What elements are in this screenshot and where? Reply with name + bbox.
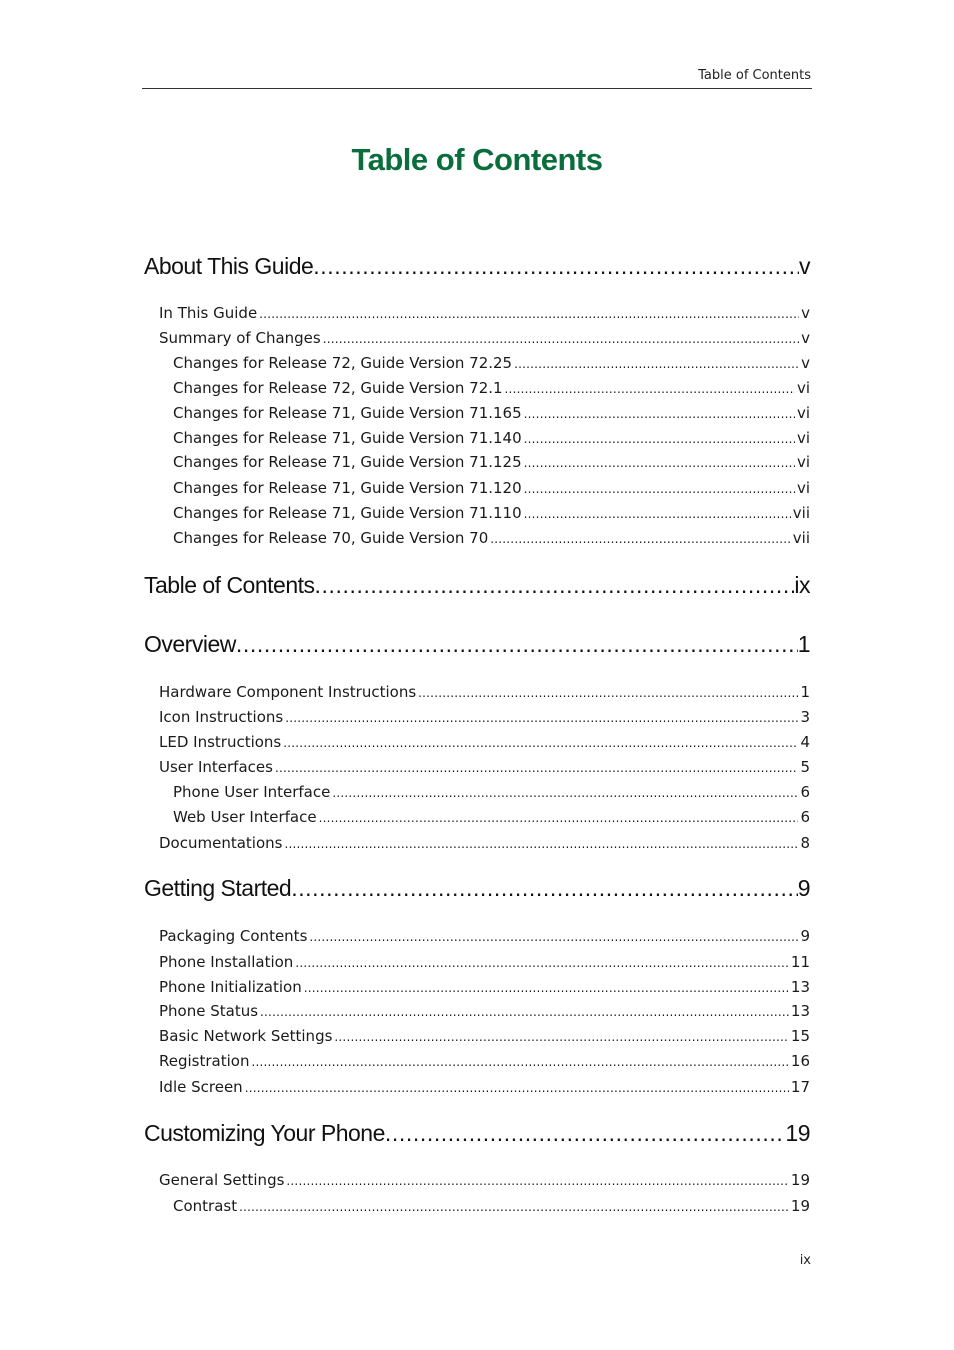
dot-leader (260, 1005, 789, 1019)
toc-section-entry[interactable] (159, 708, 810, 726)
toc-entry-label: Web User Interface (173, 808, 317, 826)
toc-entry-label: Overview (144, 631, 236, 657)
dot-leader (304, 981, 789, 995)
toc-entry-label: Changes for Release 71, Guide Version 71.125 (173, 453, 522, 471)
toc-section-entry[interactable] (159, 1002, 810, 1020)
dot-leader (334, 1030, 789, 1044)
toc-subsection-entry[interactable] (173, 529, 810, 547)
toc-subsection-entry[interactable] (173, 783, 810, 801)
toc-entry-page: 19 (790, 1171, 810, 1189)
toc-entry-label: Summary of Changes (159, 329, 321, 347)
dot-leader (259, 307, 799, 321)
toc-entry-label: Changes for Release 72, Guide Version 72.25 (173, 354, 513, 372)
header-rule (142, 88, 812, 89)
toc-entry-page: 19 (790, 1197, 810, 1215)
dot-leader (245, 1081, 789, 1095)
toc-entry-page: 6 (800, 808, 810, 826)
toc-subsection-entry[interactable] (173, 404, 810, 422)
toc-entry-page: 4 (800, 733, 810, 751)
toc-entry-label: Phone Installation (159, 953, 294, 971)
toc-section-entry[interactable] (159, 758, 810, 776)
toc-section-entry[interactable] (159, 978, 810, 996)
dot-leader (524, 407, 795, 421)
toc-subsection-entry[interactable] (173, 379, 810, 397)
toc-entry-page: vi (796, 453, 810, 471)
toc-section-entry[interactable] (159, 1171, 810, 1189)
toc-entry-page: 13 (790, 978, 810, 996)
toc-chapter-entry[interactable] (144, 875, 810, 902)
toc-section-entry[interactable] (159, 834, 810, 852)
dot-leader (524, 456, 795, 470)
toc-entry-page: 3 (800, 708, 810, 726)
toc-entry-page: vii (792, 529, 810, 547)
toc-entry-label: Documentations (159, 834, 283, 852)
toc-entry-page: 1 (797, 631, 810, 657)
dot-leader (505, 382, 795, 396)
toc-entry-label: Registration (159, 1052, 250, 1070)
toc-entry-page: v (801, 354, 810, 372)
toc-subsection-entry[interactable] (173, 354, 810, 372)
toc-section-entry[interactable] (159, 1052, 810, 1070)
dot-leader (524, 482, 795, 496)
dot-leader (309, 930, 798, 944)
toc-subsection-entry[interactable] (173, 429, 810, 447)
toc-entry-page: 11 (790, 953, 810, 971)
dot-leader (385, 1120, 786, 1147)
toc-entry-label: Changes for Release 71, Guide Version 71.165 (173, 404, 522, 422)
dot-leader (315, 572, 795, 599)
dot-leader (251, 1055, 788, 1069)
toc-entry-label: Changes for Release 71, Guide Version 71.120 (173, 479, 522, 497)
toc-entry-label: Phone User Interface (173, 783, 331, 801)
toc-entry-label: User Interfaces (159, 758, 273, 776)
toc-entry-label: Changes for Release 71, Guide Version 71.110 (173, 504, 522, 522)
dot-leader (524, 432, 795, 446)
toc-entry-page: 9 (797, 875, 810, 901)
toc-entry-label: Packaging Contents (159, 927, 308, 945)
toc-chapter-entry[interactable] (144, 253, 810, 280)
toc-chapter-entry[interactable] (144, 572, 810, 599)
toc-entry-page: 17 (790, 1078, 810, 1096)
toc-subsection-entry[interactable] (173, 453, 810, 471)
toc-entry-page: 15 (790, 1027, 810, 1045)
toc-entry-page: 5 (800, 758, 810, 776)
toc-entry-page: v (799, 253, 810, 279)
toc-section-entry[interactable] (159, 953, 810, 971)
toc-entry-label: Customizing Your Phone (144, 1120, 385, 1146)
toc-entry-label: Contrast (173, 1197, 238, 1215)
dot-leader (524, 507, 791, 521)
dot-leader (286, 1174, 789, 1188)
toc-entry-label: General Settings (159, 1171, 285, 1189)
dot-leader (285, 711, 798, 725)
dot-leader (284, 837, 798, 851)
toc-entry-page: 8 (800, 834, 810, 852)
toc-entry-page: 19 (785, 1120, 810, 1146)
running-header: Table of Contents (698, 68, 811, 83)
toc-entry-page: vii (792, 504, 810, 522)
toc-entry-label: Changes for Release 71, Guide Version 71.140 (173, 429, 522, 447)
page-number: ix (799, 1253, 811, 1268)
toc-subsection-entry[interactable] (173, 479, 810, 497)
toc-entry-page: vi (796, 379, 810, 397)
toc-entry-label: Icon Instructions (159, 708, 284, 726)
dot-leader (295, 956, 789, 970)
toc-section-entry[interactable] (159, 1027, 810, 1045)
dot-leader (283, 736, 798, 750)
toc-section-entry[interactable] (159, 927, 810, 945)
toc-entry-page: v (801, 329, 810, 347)
toc-entry-page: vi (796, 404, 810, 422)
dot-leader (514, 357, 799, 371)
toc-section-entry[interactable] (159, 329, 810, 347)
toc-entry-label: Phone Initialization (159, 978, 302, 996)
toc-entry-label: Hardware Component Instructions (159, 683, 417, 701)
dot-leader (323, 332, 799, 346)
toc-subsection-entry[interactable] (173, 808, 810, 826)
dot-leader (313, 253, 799, 280)
toc-entry-label: Idle Screen (159, 1078, 243, 1096)
toc-entry-page: 1 (800, 683, 810, 701)
toc-subsection-entry[interactable] (173, 1197, 810, 1215)
dot-leader (332, 786, 798, 800)
toc-subsection-entry[interactable] (173, 504, 810, 522)
dot-leader (275, 761, 799, 775)
toc-chapter-entry[interactable] (144, 631, 810, 658)
toc-entry-label: In This Guide (159, 304, 258, 322)
toc-entry-label: Changes for Release 72, Guide Version 72.1 (173, 379, 503, 397)
toc-entry-page: 9 (800, 927, 810, 945)
toc-entry-page: 13 (790, 1002, 810, 1020)
dot-leader (490, 532, 791, 546)
toc-section-entry[interactable] (159, 733, 810, 751)
toc-entry-label: Changes for Release 70, Guide Version 70 (173, 529, 489, 547)
toc-entry-page: 16 (790, 1052, 810, 1070)
dot-leader (291, 875, 798, 902)
toc-section-entry[interactable] (159, 304, 810, 322)
toc-entry-label: About This Guide (144, 253, 314, 279)
dot-leader (236, 631, 798, 658)
toc-entry-page: vi (796, 479, 810, 497)
toc-entry-label: Table of Contents (144, 572, 315, 598)
dot-leader (319, 811, 799, 825)
toc-entry-label: Basic Network Settings (159, 1027, 333, 1045)
toc-entry-label: LED Instructions (159, 733, 282, 751)
toc-section-entry[interactable] (159, 1078, 810, 1096)
toc-chapter-entry[interactable] (144, 1120, 810, 1147)
toc-entry-label: Getting Started (144, 875, 292, 901)
toc-entry-page: 6 (800, 783, 810, 801)
toc-section-entry[interactable] (159, 683, 810, 701)
dot-leader (239, 1200, 789, 1214)
toc-entry-label: Phone Status (159, 1002, 259, 1020)
dot-leader (418, 686, 798, 700)
toc-entry-page: ix (794, 572, 810, 598)
toc-entry-page: vi (796, 429, 810, 447)
toc-entry-page: v (801, 304, 810, 322)
page-title: Table of Contents (351, 142, 603, 177)
